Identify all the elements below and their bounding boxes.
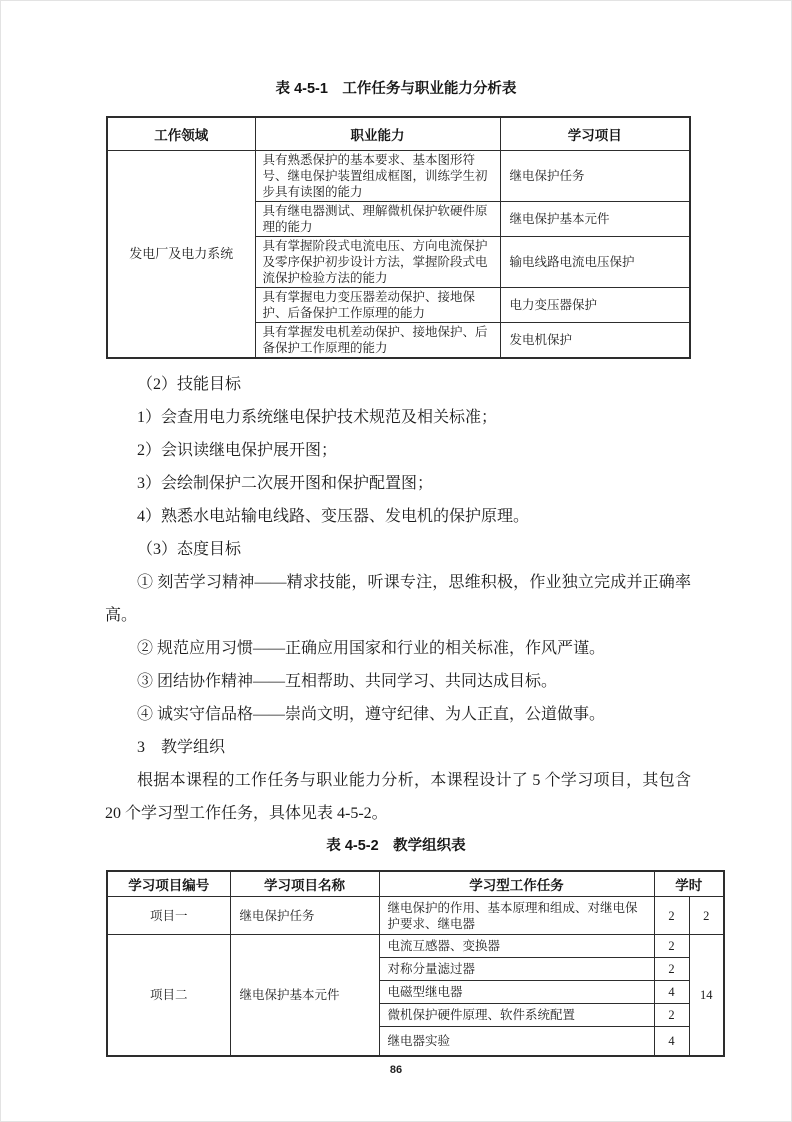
- project-cell: 发电机保护: [500, 322, 690, 358]
- skill-goal-item: 3）会绘制保护二次展开图和保护配置图；: [137, 474, 434, 492]
- skill-goal-item: 1）会查用电力系统继电保护技术规范及相关标准；: [137, 408, 498, 426]
- work-task-ability-table: [106, 116, 691, 359]
- project-cell: 输电线路电流电压保护: [500, 236, 690, 287]
- task-cell: 继电保护的作用、基本原理和组成、对继电保护要求、继电器: [379, 897, 654, 935]
- attitude-goal-item: ① 刻苦学习精神——精求技能，听课专注，思维积极，作业独立完成并正确率高。: [105, 573, 691, 624]
- col-header-project-number: 学习项目编号: [107, 871, 230, 897]
- attitude-goal-item: ② 规范应用习惯——正确应用国家和行业的相关标准，作风严谨。: [137, 639, 606, 657]
- skill-goal-item: 2）会识读继电保护展开图；: [137, 441, 338, 459]
- task-hours-cell: 2: [654, 897, 689, 935]
- col-header-occupational-ability: 职业能力: [255, 117, 500, 150]
- ability-cell: 具有掌握阶段式电流电压、方向电流保护及零序保护初步设计方法，掌握阶段式电流保护检验方法的能力: [255, 236, 500, 287]
- ability-cell: 具有掌握发电机差动保护、接地保护、后备保护工作原理的能力: [255, 322, 500, 358]
- col-header-project-name: 学习项目名称: [230, 871, 379, 897]
- table-row: [107, 871, 724, 897]
- task-hours-cell: 2: [654, 935, 689, 958]
- table-row: [107, 897, 724, 935]
- table-row: [107, 935, 724, 958]
- ability-cell: 具有掌握电力变压器差动保护、接地保护、后备保护工作原理的能力: [255, 287, 500, 322]
- skill-goal-heading: （2）技能目标: [137, 375, 242, 393]
- project-cell: 继电保护基本元件: [500, 201, 690, 236]
- task-hours-cell: 2: [654, 958, 689, 981]
- attitude-goal-item: ③ 团结协作精神——互相帮助、共同学习、共同达成目标。: [137, 672, 558, 690]
- table-row: [107, 117, 690, 150]
- task-cell: 微机保护硬件原理、软件系统配置: [379, 1004, 654, 1027]
- project-id-cell: 项目二: [107, 935, 230, 1056]
- skill-goal-item: 4）熟悉水电站输电线路、变压器、发电机的保护原理。: [137, 507, 530, 525]
- col-header-learning-project: 学习项目: [500, 117, 690, 150]
- task-cell: 继电器实验: [379, 1027, 654, 1056]
- col-header-learning-task: 学习型工作任务: [379, 871, 654, 897]
- task-cell: 电磁型继电器: [379, 981, 654, 1004]
- project-cell: 继电保护任务: [500, 150, 690, 201]
- project-name-cell: 继电保护基本元件: [230, 935, 379, 1056]
- project-total-hours-cell: 14: [689, 935, 724, 1056]
- teaching-organization-heading: 3 教学组织: [137, 738, 226, 756]
- table-1-caption: 表 4-5-1 工作任务与职业能力分析表: [275, 81, 517, 97]
- work-domain-cell: 发电厂及电力系统: [107, 150, 255, 358]
- col-header-work-domain: 工作领域: [107, 117, 255, 150]
- attitude-goal-heading: （3）态度目标: [137, 540, 242, 558]
- teaching-organization-paragraph: 根据本课程的工作任务与职业能力分析，本课程设计了 5 个学习项目，其包含 20 个学习型工作任务，具体见表 4-5-2。: [105, 771, 691, 822]
- attitude-goal-item: ④ 诚实守信品格——崇尚文明，遵守纪律、为人正直，公道做事。: [137, 705, 606, 723]
- project-name-cell: 继电保护任务: [230, 897, 379, 935]
- task-cell: 电流互感器、变换器: [379, 935, 654, 958]
- table-row: [107, 150, 690, 201]
- ability-cell: 具有继电器测试、理解微机保护软硬件原理的能力: [255, 201, 500, 236]
- body-text-block: [105, 368, 691, 830]
- project-id-cell: 项目一: [107, 897, 230, 935]
- task-hours-cell: 2: [654, 1004, 689, 1027]
- page-number: 86: [389, 1063, 403, 1076]
- ability-cell: 具有熟悉保护的基本要求、基本图形符号、继电保护装置组成框图，训练学生初步具有读图的能力: [255, 150, 500, 201]
- teaching-organization-table: [106, 870, 725, 1057]
- col-header-class-hours: 学时: [654, 871, 724, 897]
- project-total-hours-cell: 2: [689, 897, 724, 935]
- table-2-caption: 表 4-5-2 教学组织表: [326, 837, 466, 854]
- task-hours-cell: 4: [654, 1027, 689, 1056]
- task-hours-cell: 4: [654, 981, 689, 1004]
- task-cell: 对称分量滤过器: [379, 958, 654, 981]
- project-cell: 电力变压器保护: [500, 287, 690, 322]
